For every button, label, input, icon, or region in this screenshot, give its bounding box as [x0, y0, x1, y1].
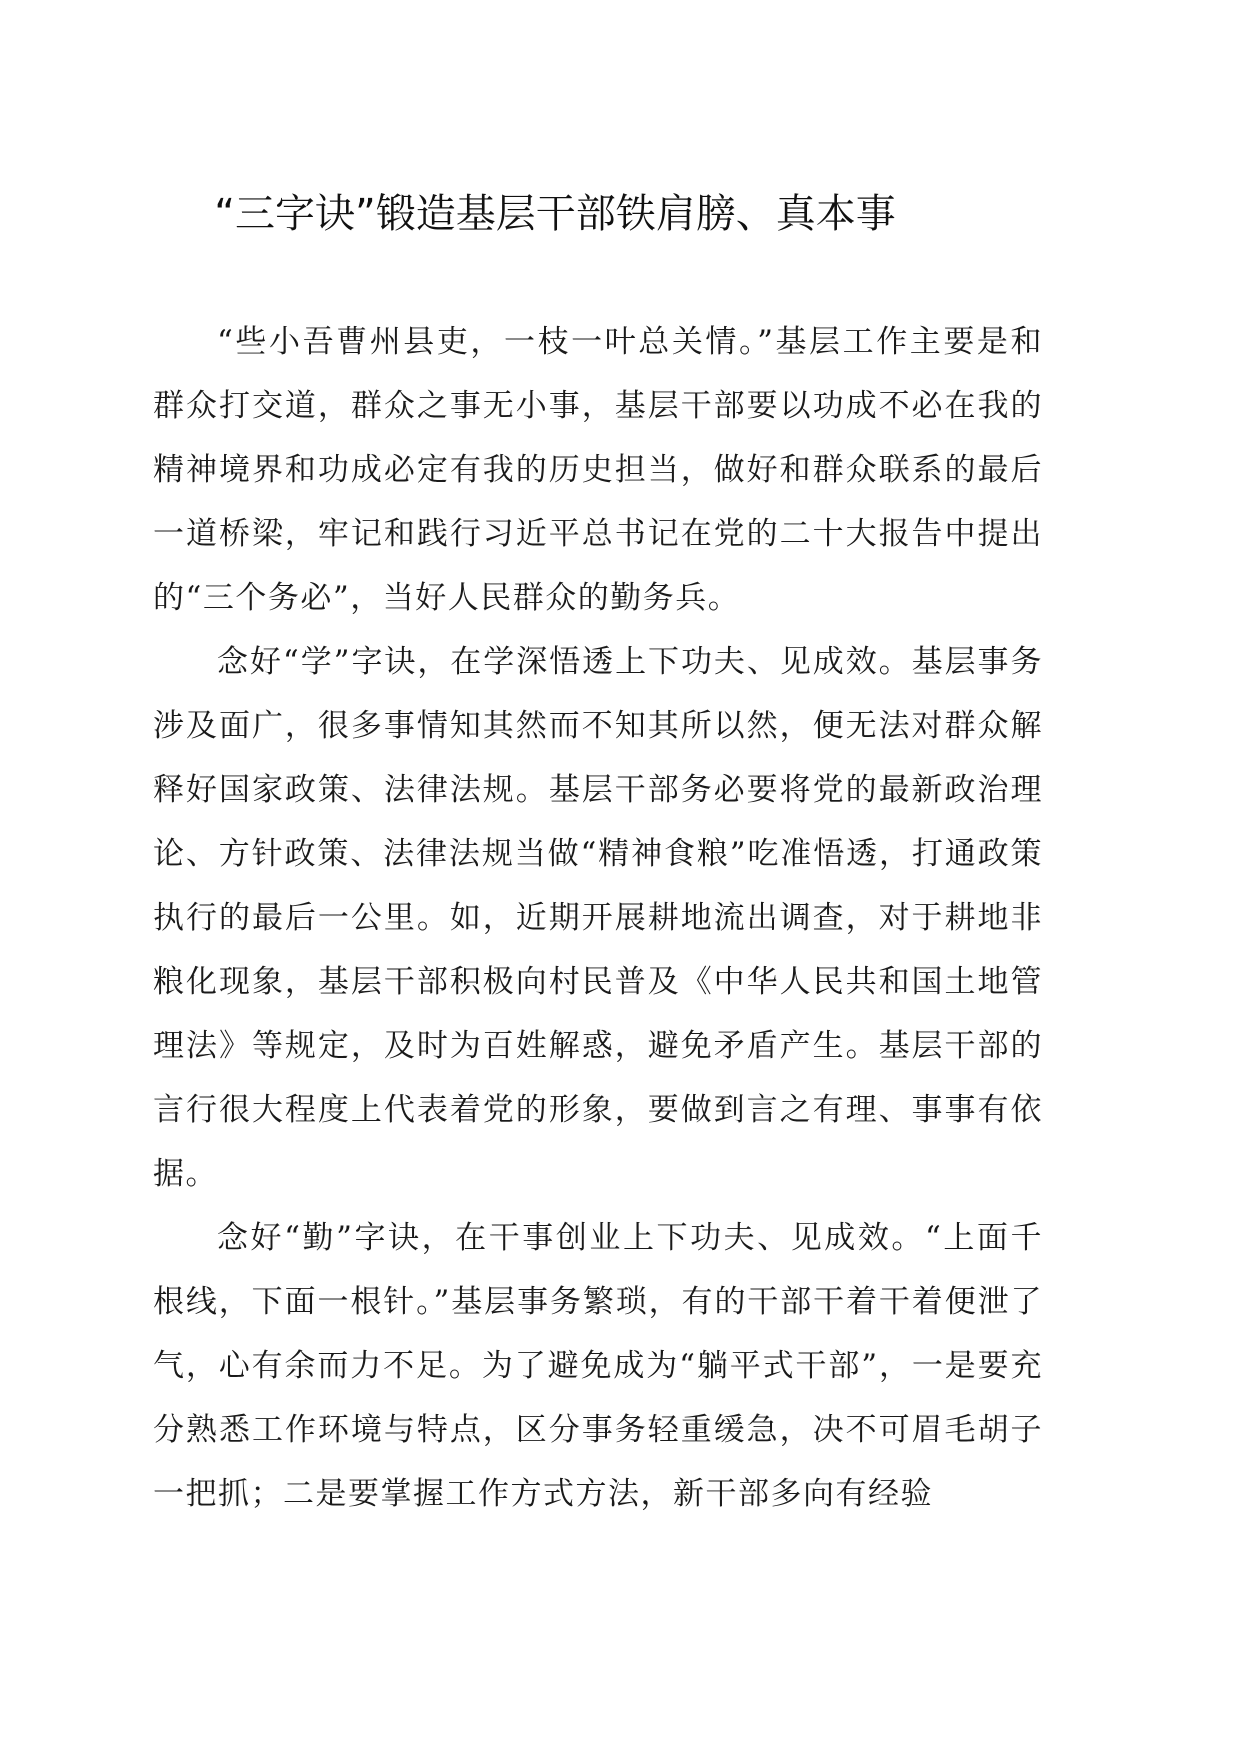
paragraph-study: 念好“学”字诀，在学深悟透上下功夫、见成效。基层事务涉及面广，很多事情知其然而不知其所以然，便无法对群众解释好国家政策、法律法规。基层干部务必要将党的最新政治理论、方针政策、法律法规当做“精神食粮”吃准悟透，打通政策执行的最后一公里。如，近期开展耕地流出调查，对于耕地非粮化现象，基层干部积极向村民普及《中华人民共和国土地管理法》等规定，及时为百姓解惑，避免矛盾产生。基层干部的言行很大程度上代表着党的形象，要做到言之有理、事事有依据。 — [153, 644, 1043, 1192]
paragraph-intro: “些小吾曹州县吏，一枝一叶总关情。”基层工作主要是和群众打交道，群众之事无小事，基层干部要以功成不必在我的精神境界和功成必定有我的历史担当，做好和群众联系的最后一道桥梁，牢记和践行习近平总书记在党的二十大报告中提出的“三个务必”，当好人民群众的勤务兵。 — [153, 324, 1043, 616]
document-body — [153, 310, 1043, 1526]
paragraph-diligence: 念好“勤”字诀，在干事创业上下功夫、见成效。“上面千根线，下面一根针。”基层事务繁琐，有的干部干着干着便泄了气，心有余而力不足。为了避免成为“躺平式干部”，一是要充分熟悉工作环境与特点，区分事务轻重缓急，决不可眉毛胡子一把抓；二是要掌握工作方式方法，新干部多向有经验 — [153, 1220, 1043, 1512]
document-title: “三字诀”锻造基层干部铁肩膀、真本事 — [214, 191, 896, 237]
